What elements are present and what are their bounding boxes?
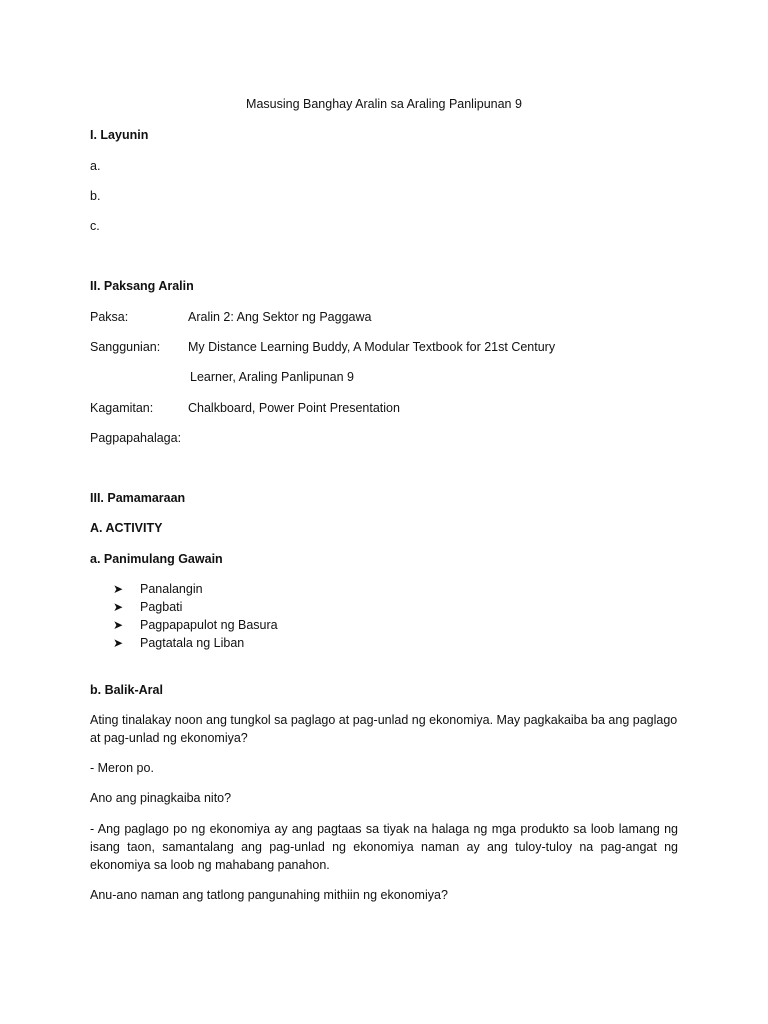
list-item-label: Panalangin (140, 582, 203, 596)
list-item-label: Pagtatala ng Liban (140, 636, 245, 650)
section-paksang-aralin-heading: II. Paksang Aralin (90, 279, 194, 293)
list-item (113, 634, 278, 652)
layunin-item-a: a. (90, 159, 101, 173)
panimulang-gawain-heading: a. Panimulang Gawain (90, 552, 223, 566)
section-pamamaraan-heading: III. Pamamaraan (90, 491, 186, 505)
balik-aral-heading: b. Balik-Aral (90, 683, 163, 697)
balik-aral-question-1: Ating tinalakay noon ang tungkol sa paglago at pag-unlad ng ekonomiya. May pagkakaiba ba ang paglago at pag-unlad ng ekonomiya? (90, 713, 678, 745)
arrowhead-bullet-icon: ➤ (113, 636, 124, 650)
pagpapahalaga-label: Pagpapahalaga: (90, 431, 182, 445)
sanggunian-value-line2: Learner, Araling Panlipunan 9 (190, 370, 355, 384)
kagamitan-label: Kagamitan: (90, 401, 154, 415)
kagamitan-value: Chalkboard, Power Point Presentation (188, 401, 400, 415)
balik-aral-question-3: Anu-ano naman ang tatlong pangunahing mithiin ng ekonomiya? (90, 888, 448, 902)
sanggunian-label: Sanggunian: (90, 340, 161, 354)
list-item-label: Pagpapapulot ng Basura (140, 618, 278, 632)
activity-heading: A. ACTIVITY (90, 521, 163, 535)
arrowhead-bullet-icon: ➤ (113, 600, 124, 614)
list-item (113, 616, 278, 634)
sanggunian-value-line1: My Distance Learning Buddy, A Modular Textbook for 21st Century (188, 340, 556, 354)
layunin-item-b: b. (90, 189, 101, 203)
balik-aral-answer-1: - Meron po. (90, 761, 154, 775)
paksa-label: Paksa: (90, 310, 129, 324)
list-item-label: Pagbati (140, 600, 183, 614)
list-item (113, 598, 278, 616)
layunin-item-c: c. (90, 219, 100, 233)
list-item (113, 580, 278, 598)
balik-aral-question-2: Ano ang pinagkaiba nito? (90, 791, 232, 805)
balik-aral-answer-2: - Ang paglago po ng ekonomiya ay ang pagtaas sa tiyak na halaga ng mga produkto sa loob lamang ng isang taon, samantalang ang pag-unlad ng ekonomiya naman ay ang tuloy-tuloy na pag-angat ng ekonomiya sa loob ng mahabang panahon. (90, 822, 678, 872)
arrowhead-bullet-icon: ➤ (113, 618, 124, 632)
arrowhead-bullet-icon: ➤ (113, 582, 124, 596)
document-title: Masusing Banghay Aralin sa Araling Panlipunan 9 (246, 97, 522, 111)
paksa-value: Aralin 2: Ang Sektor ng Paggawa (188, 310, 372, 324)
section-layunin-heading: I. Layunin (90, 128, 149, 142)
panimulang-gawain-list (113, 580, 278, 652)
